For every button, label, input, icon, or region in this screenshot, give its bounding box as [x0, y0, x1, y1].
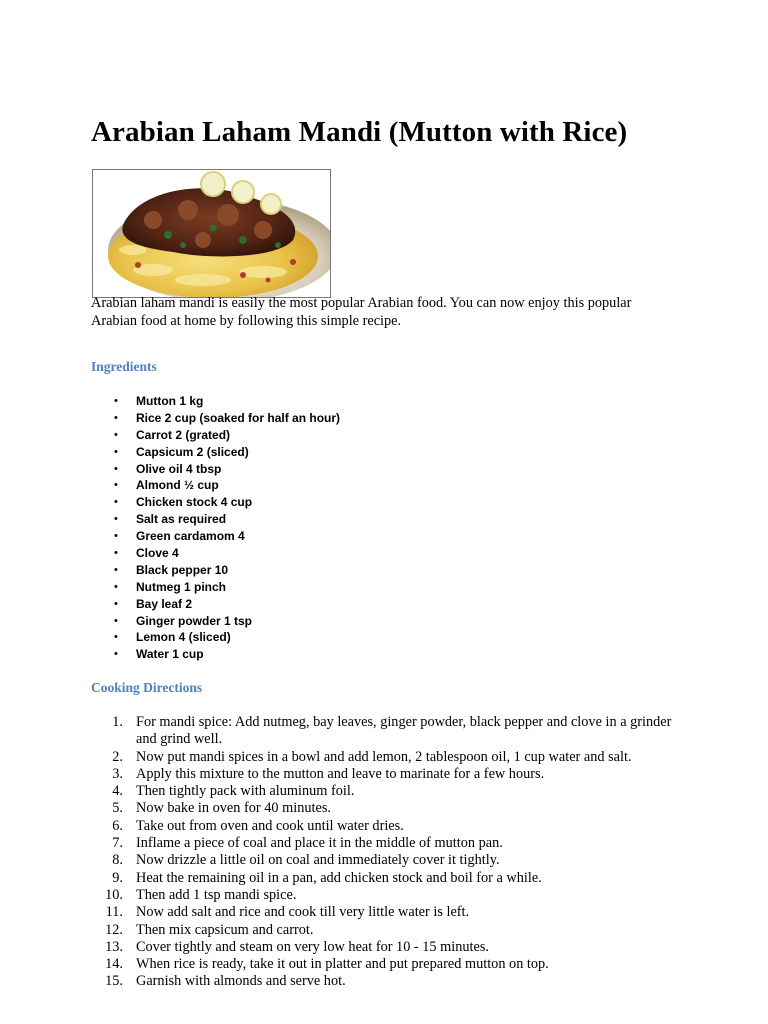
- ingredient-text: Green cardamom 4: [136, 529, 245, 544]
- step-text: Then mix capsicum and carrot.: [136, 921, 314, 938]
- bullet-icon: •: [114, 445, 118, 458]
- list-item: [91, 646, 340, 663]
- list-item: [91, 835, 676, 852]
- list-item: [91, 579, 340, 596]
- bullet-icon: •: [114, 580, 118, 593]
- bullet-icon: •: [114, 631, 118, 644]
- list-item: [91, 766, 676, 783]
- list-item: [91, 973, 676, 990]
- bullet-icon: •: [114, 428, 118, 441]
- ingredient-text: Carrot 2 (grated): [136, 427, 231, 442]
- bullet-icon: •: [114, 513, 118, 526]
- bullet-icon: •: [114, 395, 118, 407]
- ingredient-text: Mutton 1 kg: [136, 394, 204, 408]
- list-item: [91, 870, 676, 887]
- food-photo-illustration: [93, 170, 330, 297]
- step-text: Apply this mixture to the mutton and leave to marinate for a few hours.: [136, 765, 545, 782]
- list-item: [91, 444, 340, 461]
- step-number: 7.: [112, 835, 123, 852]
- step-number: 5.: [112, 800, 123, 817]
- step-number: 11.: [105, 904, 123, 921]
- page-title: Arabian Laham Mandi (Mutton with Rice): [91, 116, 628, 148]
- list-item: [91, 629, 340, 646]
- cooking-directions-heading: Cooking Directions: [91, 680, 203, 695]
- ingredient-text: Water 1 cup: [136, 647, 204, 662]
- list-item: [91, 494, 340, 511]
- ingredient-text: Rice 2 cup (soaked for half an hour): [136, 410, 341, 425]
- step-number: 8.: [112, 852, 123, 869]
- step-number: 9.: [112, 869, 123, 886]
- ingredients-list: [91, 393, 340, 663]
- step-number: 14.: [105, 956, 123, 973]
- bullet-icon: •: [114, 563, 118, 576]
- ingredient-text: Nutmeg 1 pinch: [136, 579, 227, 594]
- list-item: [91, 922, 676, 939]
- ingredient-text: Almond ½ cup: [136, 478, 219, 493]
- step-text: Cover tightly and steam on very low heat for 10 - 15 minutes.: [136, 938, 489, 955]
- step-text: Now bake in oven for 40 minutes.: [136, 800, 331, 817]
- list-item: [91, 562, 340, 579]
- ingredient-text: Chicken stock 4 cup: [136, 495, 253, 510]
- bullet-icon: •: [114, 496, 118, 509]
- ingredient-text: Olive oil 4 tbsp: [136, 461, 222, 476]
- bullet-icon: •: [114, 530, 118, 543]
- list-item: [91, 749, 676, 766]
- step-text: Then tightly pack with aluminum foil.: [136, 783, 355, 800]
- list-item: [91, 410, 340, 427]
- list-item: [91, 956, 676, 973]
- step-number: 13.: [105, 938, 123, 955]
- bullet-icon: •: [114, 462, 118, 475]
- ingredient-text: Capsicum 2 (sliced): [136, 444, 249, 459]
- step-number: 1.: [112, 714, 123, 730]
- list-item: [91, 511, 340, 528]
- step-text: Inflame a piece of coal and place it in the middle of mutton pan.: [136, 835, 503, 852]
- ingredients-heading: Ingredients: [91, 359, 157, 374]
- list-item: [91, 528, 340, 545]
- step-number: 15.: [105, 973, 123, 990]
- mutton-rice-platter-photo: [92, 169, 331, 298]
- list-item: [91, 545, 340, 562]
- step-text: Take out from oven and cook until water dries.: [136, 817, 404, 834]
- step-number: 12.: [105, 921, 123, 938]
- step-text: When rice is ready, take it out in platter and put prepared mutton on top.: [136, 956, 549, 973]
- bullet-icon: •: [114, 547, 118, 560]
- step-number: 3.: [112, 765, 123, 782]
- list-item: [91, 477, 340, 494]
- list-item: [91, 461, 340, 478]
- list-item: [91, 613, 340, 630]
- list-item: [91, 800, 676, 817]
- intro-paragraph: Arabian laham mandi is easily the most popular Arabian food. You can now enjoy this popular Arabian food at home by following this simple recipe.: [91, 295, 632, 329]
- bullet-icon: •: [114, 597, 118, 610]
- bullet-icon: •: [114, 479, 118, 492]
- bullet-icon: •: [114, 648, 118, 661]
- list-item: [91, 393, 340, 410]
- step-text: Now add salt and rice and cook till very little water is left.: [136, 904, 470, 921]
- ingredient-text: Bay leaf 2: [136, 596, 193, 611]
- list-item: [91, 783, 676, 800]
- list-item: [91, 852, 676, 869]
- step-number: 10.: [105, 886, 123, 903]
- step-number: 6.: [112, 817, 123, 834]
- ingredient-text: Clove 4: [136, 546, 179, 561]
- ingredient-text: Ginger powder 1 tsp: [136, 613, 253, 628]
- step-text: For mandi spice: Add nutmeg, bay leaves, ginger powder, black pepper and clove in a grinder and grind well.: [136, 714, 672, 748]
- list-item: [91, 904, 676, 921]
- list-item: [91, 939, 676, 956]
- directions-list: [91, 714, 676, 991]
- list-item: [91, 714, 676, 749]
- step-text: Heat the remaining oil in a pan, add chicken stock and boil for a while.: [136, 869, 542, 886]
- bullet-icon: •: [114, 614, 118, 627]
- list-item: [91, 818, 676, 835]
- list-item: [91, 596, 340, 613]
- bullet-icon: •: [114, 411, 118, 424]
- step-text: Garnish with almonds and serve hot.: [136, 973, 346, 990]
- list-item: [91, 887, 676, 904]
- ingredient-text: Salt as required: [136, 512, 227, 527]
- step-text: Now drizzle a little oil on coal and immediately cover it tightly.: [136, 852, 500, 869]
- ingredient-text: Black pepper 10: [136, 562, 229, 577]
- step-text: Now put mandi spices in a bowl and add lemon, 2 tablespoon oil, 1 cup water and salt.: [136, 748, 632, 765]
- step-number: 2.: [112, 748, 123, 765]
- step-number: 4.: [112, 783, 123, 800]
- list-item: [91, 427, 340, 444]
- ingredient-text: Lemon 4 (sliced): [136, 630, 231, 645]
- step-text: Then add 1 tsp mandi spice.: [136, 886, 297, 903]
